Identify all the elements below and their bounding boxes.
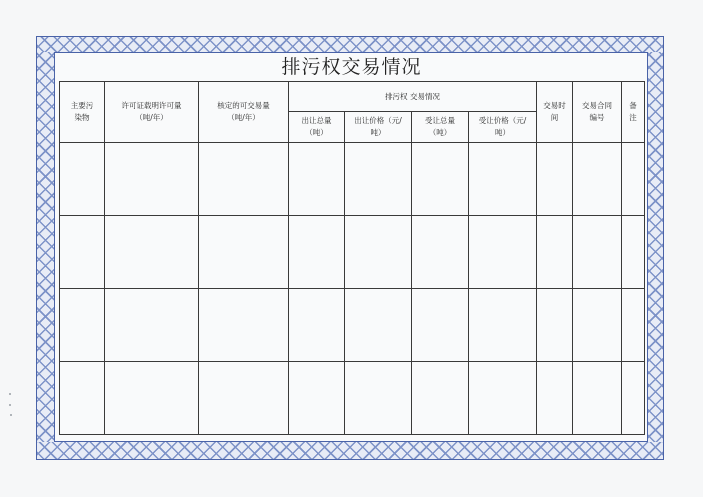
table-cell[interactable] <box>469 361 537 434</box>
scan-speck <box>9 393 11 395</box>
table-cell[interactable] <box>289 215 345 288</box>
table-cell[interactable] <box>289 361 345 434</box>
table-row <box>60 215 645 288</box>
table-cell[interactable] <box>412 288 469 361</box>
decorative-border-left <box>37 52 54 442</box>
table-cell[interactable] <box>60 288 105 361</box>
table-cell[interactable] <box>105 361 199 434</box>
table-cell[interactable] <box>537 288 573 361</box>
table-cell[interactable] <box>537 142 573 215</box>
table-cell[interactable] <box>199 288 289 361</box>
header-sell-price: 出让价格（元/ 吨） <box>345 112 412 142</box>
decorative-border-right <box>648 52 663 442</box>
header-buy-price: 受让价格（元/ 吨） <box>469 112 537 142</box>
table-cell[interactable] <box>573 142 622 215</box>
table-cell[interactable] <box>345 142 412 215</box>
table-cell[interactable] <box>573 288 622 361</box>
header-permit-amount: 许可证载明许可量 （吨/年） <box>105 82 199 143</box>
table-cell[interactable] <box>199 361 289 434</box>
table-cell[interactable] <box>60 142 105 215</box>
table-cell[interactable] <box>469 142 537 215</box>
table-cell[interactable] <box>289 142 345 215</box>
table-cell[interactable] <box>622 288 645 361</box>
table-cell[interactable] <box>573 361 622 434</box>
table-cell[interactable] <box>573 215 622 288</box>
scan-speck <box>9 404 11 406</box>
table-cell[interactable] <box>469 215 537 288</box>
emission-trade-table <box>59 81 645 435</box>
table-cell[interactable] <box>469 288 537 361</box>
header-approved-tradable: 核定的可交易量 （吨/年） <box>199 82 289 143</box>
table-cell[interactable] <box>105 142 199 215</box>
header-remarks: 备 注 <box>622 82 645 143</box>
table-cell[interactable] <box>60 215 105 288</box>
decorative-border-top <box>37 37 663 52</box>
table-cell[interactable] <box>412 215 469 288</box>
table-cell[interactable] <box>622 215 645 288</box>
table-cell[interactable] <box>622 142 645 215</box>
table-cell[interactable] <box>412 361 469 434</box>
table-cell[interactable] <box>289 288 345 361</box>
table-cell[interactable] <box>537 361 573 434</box>
table-cell[interactable] <box>199 215 289 288</box>
table-cell[interactable] <box>60 361 105 434</box>
table-cell[interactable] <box>622 361 645 434</box>
decorative-border-bottom <box>37 442 663 459</box>
table-cell[interactable] <box>345 288 412 361</box>
table-cell[interactable] <box>105 215 199 288</box>
page-title: 排污权交易情况 <box>281 56 422 78</box>
table-row <box>60 361 645 434</box>
header-trade-time: 交易时 间 <box>537 82 573 143</box>
table-cell[interactable] <box>345 215 412 288</box>
table-header-row <box>60 82 645 112</box>
header-contract-no: 交易合同 编号 <box>573 82 622 143</box>
header-trade-group: 排污权 交易情况 <box>289 82 537 112</box>
table-cell[interactable] <box>537 215 573 288</box>
table-cell[interactable] <box>199 142 289 215</box>
header-sold-total: 出让总量 （吨） <box>289 112 345 142</box>
table-cell[interactable] <box>345 361 412 434</box>
table-row <box>60 288 645 361</box>
header-bought-total: 受让总量 （吨） <box>412 112 469 142</box>
table-row <box>60 142 645 215</box>
header-pollutant: 主要污 染物 <box>60 82 105 143</box>
table-cell[interactable] <box>412 142 469 215</box>
table-cell[interactable] <box>105 288 199 361</box>
scan-speck <box>10 414 12 416</box>
